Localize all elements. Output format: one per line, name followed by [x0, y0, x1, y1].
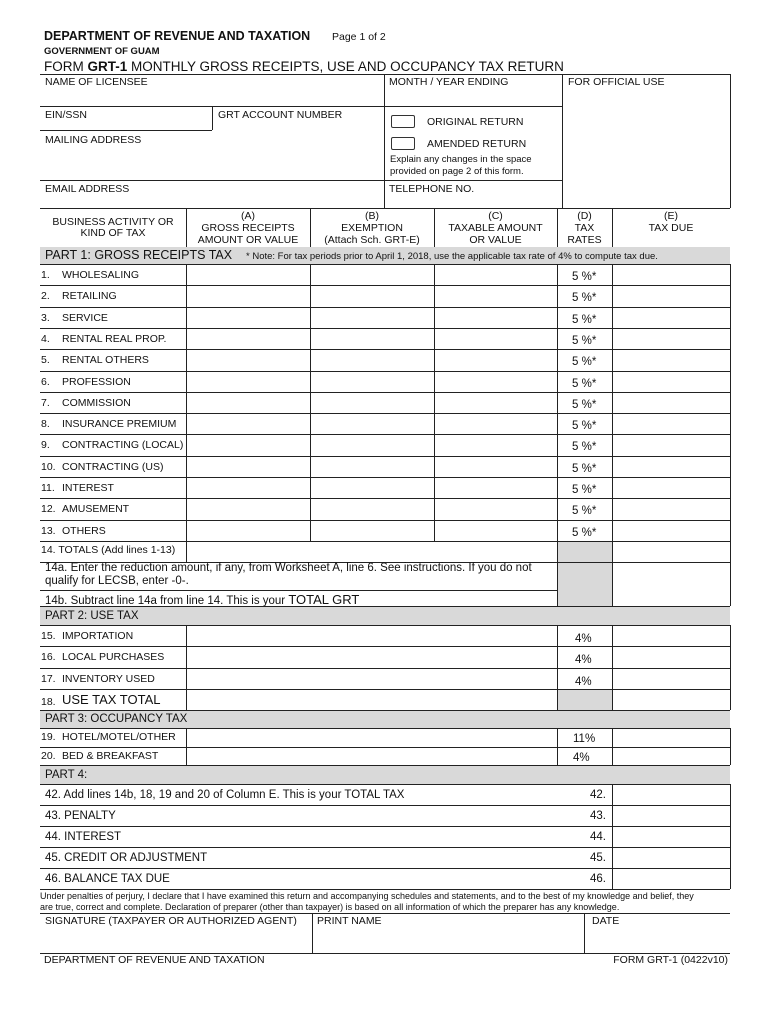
- part4-title: PART 4:: [45, 769, 88, 781]
- tax-due-field[interactable]: [613, 372, 729, 391]
- table-row: [40, 477, 730, 498]
- tax-due-field[interactable]: [613, 478, 729, 497]
- amended-return-checkbox[interactable]: [391, 137, 415, 150]
- summary-amount-field[interactable]: [613, 869, 729, 888]
- footer-form-id: FORM GRT-1 (0422v10): [613, 954, 728, 966]
- row-number: 7.: [41, 396, 50, 409]
- gross-receipts-field[interactable]: [187, 286, 309, 305]
- ein-ssn-label: EIN/SSN: [45, 109, 88, 121]
- tax-rate: 5 %*: [572, 356, 597, 369]
- row-number: 4.: [41, 332, 50, 345]
- occupancy-label: HOTEL/MOTEL/OTHER: [62, 731, 176, 743]
- row-divider: [40, 520, 730, 521]
- row-divider: [40, 868, 730, 869]
- tax-rate: 5 %*: [572, 377, 597, 390]
- table-row: [40, 868, 730, 889]
- row-number: 19.: [41, 731, 56, 743]
- gross-receipts-field[interactable]: [187, 521, 309, 540]
- tax-due-field[interactable]: [613, 329, 729, 348]
- tax-due-field[interactable]: [613, 748, 729, 765]
- summary-label: 45. CREDIT OR ADJUSTMENT: [45, 852, 208, 864]
- row-number: 12.: [41, 503, 56, 516]
- col-c-3: OR VALUE: [469, 234, 522, 246]
- table-row: [40, 625, 730, 646]
- col-b-2: EXEMPTION: [341, 222, 403, 234]
- row-divider: [40, 847, 730, 848]
- totals-shaded-cell: [558, 542, 612, 606]
- row-number: 13.: [41, 524, 56, 537]
- col-e-1: (E): [664, 210, 678, 222]
- mailing-address-label: MAILING ADDRESS: [45, 134, 142, 146]
- tax-rate: 5 %*: [572, 313, 597, 326]
- tax-rate: 5 %*: [572, 271, 597, 283]
- col-a-2: GROSS RECEIPTS: [201, 222, 295, 234]
- explain-text-1: Explain any changes in the space: [390, 154, 532, 165]
- part1-title: PART 1: GROSS RECEIPTS TAX: [45, 248, 233, 262]
- totals-label: 14. TOTALS (Add lines 1-13): [41, 544, 176, 556]
- activity-label: WHOLESALING: [62, 269, 140, 281]
- row-divider: [40, 413, 730, 414]
- taxable-amount-field[interactable]: [435, 329, 556, 348]
- taxable-amount-field[interactable]: [435, 435, 556, 454]
- tax-due-field[interactable]: [613, 265, 729, 284]
- tax-rate: 5 %*: [572, 334, 597, 347]
- taxable-amount-field[interactable]: [435, 308, 556, 327]
- taxable-amount-field[interactable]: [435, 478, 556, 497]
- activity-label: OTHERS: [62, 524, 106, 537]
- official-use-label: FOR OFFICIAL USE: [568, 76, 665, 88]
- amended-return-label: AMENDED RETURN: [427, 138, 527, 150]
- row-number: 10.: [41, 460, 56, 473]
- exemption-field[interactable]: [311, 414, 433, 433]
- summary-amount-field[interactable]: [613, 848, 729, 867]
- taxable-amount-field[interactable]: [435, 286, 556, 305]
- exemption-field[interactable]: [311, 435, 433, 454]
- part2-header-band: [40, 607, 730, 625]
- row-number: 5.: [41, 354, 50, 367]
- col-activity-2: KIND OF TAX: [80, 227, 146, 239]
- amount-field[interactable]: [187, 729, 556, 746]
- explain-text-2: provided on page 2 of this form.: [390, 166, 524, 177]
- line-14a-text-1: 14a. Enter the reduction amount, if any, from Worksheet A, line 6. See instructions. If you do not: [45, 562, 532, 574]
- tax-due-field[interactable]: [613, 414, 729, 433]
- use-tax-shaded-cell: [558, 690, 612, 710]
- row-divider: [40, 434, 730, 435]
- activity-label: AMUSEMENT: [62, 503, 130, 516]
- gross-receipts-field[interactable]: [187, 265, 309, 284]
- form-code: GRT-1: [87, 59, 128, 74]
- exemption-field[interactable]: [311, 478, 433, 497]
- row-divider: [40, 349, 730, 350]
- amount-field[interactable]: [187, 647, 556, 666]
- signature-field[interactable]: [42, 928, 310, 952]
- tax-due-field[interactable]: [613, 626, 729, 645]
- summary-label: 44. INTEREST: [45, 831, 122, 843]
- summary-line-number: 43.: [590, 810, 606, 822]
- exemption-field[interactable]: [311, 393, 433, 412]
- row-divider: [40, 285, 730, 286]
- total-grt-label: TOTAL GRT: [288, 592, 360, 607]
- form-title: [44, 60, 564, 74]
- row-divider: [40, 477, 730, 478]
- tax-due-field[interactable]: [613, 308, 729, 327]
- table-row: [40, 456, 730, 477]
- col-c-2: TAXABLE AMOUNT: [448, 222, 543, 234]
- row-divider: [40, 826, 730, 827]
- taxable-amount-field[interactable]: [435, 414, 556, 433]
- use-tax-total-label: USE TAX TOTAL: [62, 692, 161, 707]
- activity-label: INTEREST: [62, 482, 114, 494]
- taxable-amount-field[interactable]: [435, 393, 556, 412]
- table-row: [40, 668, 730, 689]
- col-a-1: (A): [241, 210, 255, 222]
- licensee-name-label: NAME OF LICENSEE: [45, 76, 148, 88]
- line-14b-pre: 14b. Subtract line 14a from line 14. This is your: [45, 595, 289, 607]
- tax-rate: 5 %*: [572, 505, 597, 518]
- row-number: 3.: [41, 311, 50, 324]
- col-e-2: TAX DUE: [648, 222, 694, 234]
- row-number: 17.: [41, 672, 56, 685]
- gross-receipts-field[interactable]: [187, 350, 309, 369]
- col-b-3: (Attach Sch. GRT-E): [324, 234, 420, 246]
- activity-label: PROFESSION: [62, 375, 131, 388]
- tax-rate: 5 %*: [572, 484, 597, 496]
- tax-due-field[interactable]: [613, 647, 729, 666]
- line-14a-text-2: qualify for LECSB, enter -0-.: [45, 575, 189, 587]
- table-row: [40, 413, 730, 434]
- line-18-number: 18.: [41, 696, 56, 708]
- use-tax-label: IMPORTATION: [62, 630, 134, 642]
- summary-amount-field[interactable]: [613, 827, 729, 846]
- original-return-checkbox[interactable]: [391, 115, 415, 128]
- tax-due-field[interactable]: [613, 521, 729, 540]
- amount-field[interactable]: [187, 669, 556, 688]
- tax-due-field[interactable]: [613, 350, 729, 369]
- row-divider: [40, 498, 730, 499]
- row-number: 9.: [41, 439, 50, 452]
- taxable-amount-field[interactable]: [435, 350, 556, 369]
- row-divider: [40, 307, 730, 308]
- summary-label: 42. Add lines 14b, 18, 19 and 20 of Column E. This is your TOTAL TAX: [45, 789, 405, 801]
- table-row: [40, 434, 730, 455]
- summary-amount-field[interactable]: [613, 806, 729, 825]
- col-d-1: (D): [577, 210, 592, 222]
- table-row: [40, 747, 730, 766]
- row-divider: [40, 747, 730, 748]
- col-b-1: (B): [365, 210, 379, 222]
- occupancy-label: BED & BREAKFAST: [62, 749, 159, 762]
- activity-label: INSURANCE PREMIUM: [62, 418, 177, 431]
- date-field[interactable]: [586, 928, 728, 952]
- activity-label: CONTRACTING (US): [62, 460, 164, 473]
- table-row: [40, 728, 730, 747]
- row-number: 20.: [41, 749, 56, 762]
- row-number: 2.: [41, 290, 50, 303]
- exemption-field[interactable]: [311, 521, 433, 540]
- taxable-amount-field[interactable]: [435, 521, 556, 540]
- activity-label: RENTAL OTHERS: [62, 354, 149, 367]
- activity-label: RETAILING: [62, 290, 117, 303]
- footer-department: DEPARTMENT OF REVENUE AND TAXATION: [44, 954, 265, 966]
- taxable-amount-field[interactable]: [435, 372, 556, 391]
- tax-rate: 5 %*: [572, 420, 597, 433]
- table-row: [40, 264, 730, 285]
- amount-field[interactable]: [187, 626, 556, 645]
- original-return-label: ORIGINAL RETURN: [427, 116, 524, 128]
- tax-rate: 4%: [575, 633, 592, 645]
- table-row: [40, 371, 730, 392]
- row-divider: [40, 371, 730, 372]
- taxable-amount-field[interactable]: [435, 457, 556, 476]
- table-row: [40, 847, 730, 868]
- row-number: 11.: [41, 482, 55, 494]
- col-activity-1: BUSINESS ACTIVITY OR: [52, 216, 174, 228]
- summary-line-number: 42.: [590, 789, 606, 801]
- use-tax-label: LOCAL PURCHASES: [62, 651, 165, 664]
- table-row: [40, 784, 730, 805]
- table-row: [40, 520, 730, 541]
- exemption-field[interactable]: [311, 265, 433, 284]
- tax-due-field[interactable]: [613, 669, 729, 688]
- gross-receipts-field[interactable]: [187, 372, 309, 391]
- declaration-line-1: Under penalties of perjury, I declare that I have examined this return and accompanying schedules and statements, and to the best of my knowledge and belief, they: [40, 891, 694, 901]
- gross-receipts-field[interactable]: [187, 499, 309, 518]
- tax-due-field[interactable]: [613, 286, 729, 305]
- month-year-label: MONTH / YEAR ENDING: [389, 76, 509, 88]
- tax-rate: 5 %*: [572, 398, 597, 411]
- exemption-field[interactable]: [311, 499, 433, 518]
- gross-receipts-field[interactable]: [187, 435, 309, 454]
- exemption-field[interactable]: [311, 329, 433, 348]
- grt-account-label: GRT ACCOUNT NUMBER: [218, 109, 343, 121]
- gross-receipts-field[interactable]: [187, 308, 309, 327]
- print-name-field[interactable]: [314, 928, 582, 952]
- tax-rate: 11%: [573, 733, 596, 745]
- table-row: [40, 826, 730, 847]
- exemption-field[interactable]: [311, 457, 433, 476]
- exemption-field[interactable]: [311, 286, 433, 305]
- print-name-label: PRINT NAME: [317, 915, 382, 927]
- government-label: GOVERNMENT OF GUAM: [44, 46, 160, 57]
- part1-note: * Note: For tax periods prior to April 1, 2018, use the applicable tax rate of 4% to compute tax due.: [246, 251, 658, 262]
- activity-label: CONTRACTING (LOCAL): [62, 439, 184, 452]
- row-number: 8.: [41, 418, 50, 431]
- row-number: 16.: [41, 651, 56, 664]
- row-divider: [40, 392, 730, 393]
- taxable-amount-field[interactable]: [435, 265, 556, 284]
- gross-receipts-field[interactable]: [187, 478, 309, 497]
- col-d-3: RATES: [567, 234, 602, 246]
- tax-rate: 5 %*: [572, 462, 597, 475]
- gross-receipts-field[interactable]: [187, 329, 309, 348]
- table-row: [40, 285, 730, 306]
- part2-title: PART 2: USE TAX: [45, 610, 139, 622]
- gross-receipts-field[interactable]: [187, 457, 309, 476]
- tax-rate: 5 %*: [572, 292, 597, 305]
- form-prefix: FORM: [44, 59, 88, 74]
- use-tax-label: INVENTORY USED: [62, 672, 155, 685]
- tax-due-field[interactable]: [613, 729, 729, 746]
- table-row: [40, 498, 730, 519]
- gross-receipts-field[interactable]: [187, 393, 309, 412]
- row-divider: [40, 646, 730, 647]
- summary-line-number: 45.: [590, 852, 606, 864]
- row-number: 6.: [41, 375, 50, 388]
- email-address-label: EMAIL ADDRESS: [45, 183, 130, 195]
- gross-receipts-field[interactable]: [187, 414, 309, 433]
- amount-field[interactable]: [187, 748, 556, 765]
- table-row: [40, 328, 730, 349]
- summary-label: 43. PENALTY: [45, 810, 116, 822]
- exemption-field[interactable]: [311, 350, 433, 369]
- form-title-text: MONTHLY GROSS RECEIPTS, USE AND OCCUPANCY TAX RETURN: [127, 59, 564, 74]
- page-indicator: Page 1 of 2: [332, 31, 386, 43]
- activity-label: RENTAL REAL PROP.: [62, 332, 167, 345]
- summary-line-number: 46.: [590, 873, 606, 885]
- tax-due-field[interactable]: [613, 435, 729, 454]
- declaration-line-2: are true, correct and complete. Declaration of preparer (other than taxpayer) is based on all information of which the preparer has any knowledge.: [40, 902, 620, 912]
- activity-label: COMMISSION: [62, 396, 131, 409]
- tax-rate: 4%: [573, 751, 590, 764]
- table-row: [40, 307, 730, 328]
- summary-amount-field[interactable]: [613, 785, 729, 804]
- telephone-label: TELEPHONE NO.: [389, 183, 475, 195]
- row-divider: [40, 456, 730, 457]
- part4-header-band: [40, 766, 730, 784]
- row-divider: [40, 328, 730, 329]
- tax-rate: 4%: [575, 654, 592, 667]
- table-row: [40, 805, 730, 826]
- col-d-2: TAX: [574, 222, 595, 234]
- col-a-3: AMOUNT OR VALUE: [197, 234, 299, 246]
- exemption-field[interactable]: [311, 308, 433, 327]
- signature-label: SIGNATURE (TAXPAYER OR AUTHORIZED AGENT): [45, 915, 297, 927]
- department-title: DEPARTMENT OF REVENUE AND TAXATION: [44, 29, 311, 43]
- col-c-1: (C): [488, 210, 503, 222]
- row-number: 15.: [41, 630, 56, 642]
- exemption-field[interactable]: [311, 372, 433, 391]
- tax-rate: 4%: [575, 675, 592, 688]
- summary-label: 46. BALANCE TAX DUE: [45, 873, 170, 885]
- part3-title: PART 3: OCCUPANCY TAX: [45, 713, 188, 725]
- tax-due-field[interactable]: [613, 393, 729, 412]
- date-label: DATE: [592, 915, 620, 927]
- table-row: [40, 646, 730, 667]
- tax-rate: 5 %*: [572, 441, 597, 454]
- tax-due-field[interactable]: [613, 499, 729, 518]
- tax-due-field[interactable]: [613, 457, 729, 476]
- row-divider: [40, 805, 730, 806]
- row-number: 1.: [41, 269, 50, 281]
- activity-label: SERVICE: [62, 311, 108, 324]
- summary-line-number: 44.: [590, 831, 606, 843]
- taxable-amount-field[interactable]: [435, 499, 556, 518]
- table-row: [40, 392, 730, 413]
- tax-rate: 5 %*: [572, 526, 597, 539]
- row-divider: [40, 668, 730, 669]
- table-row: [40, 349, 730, 370]
